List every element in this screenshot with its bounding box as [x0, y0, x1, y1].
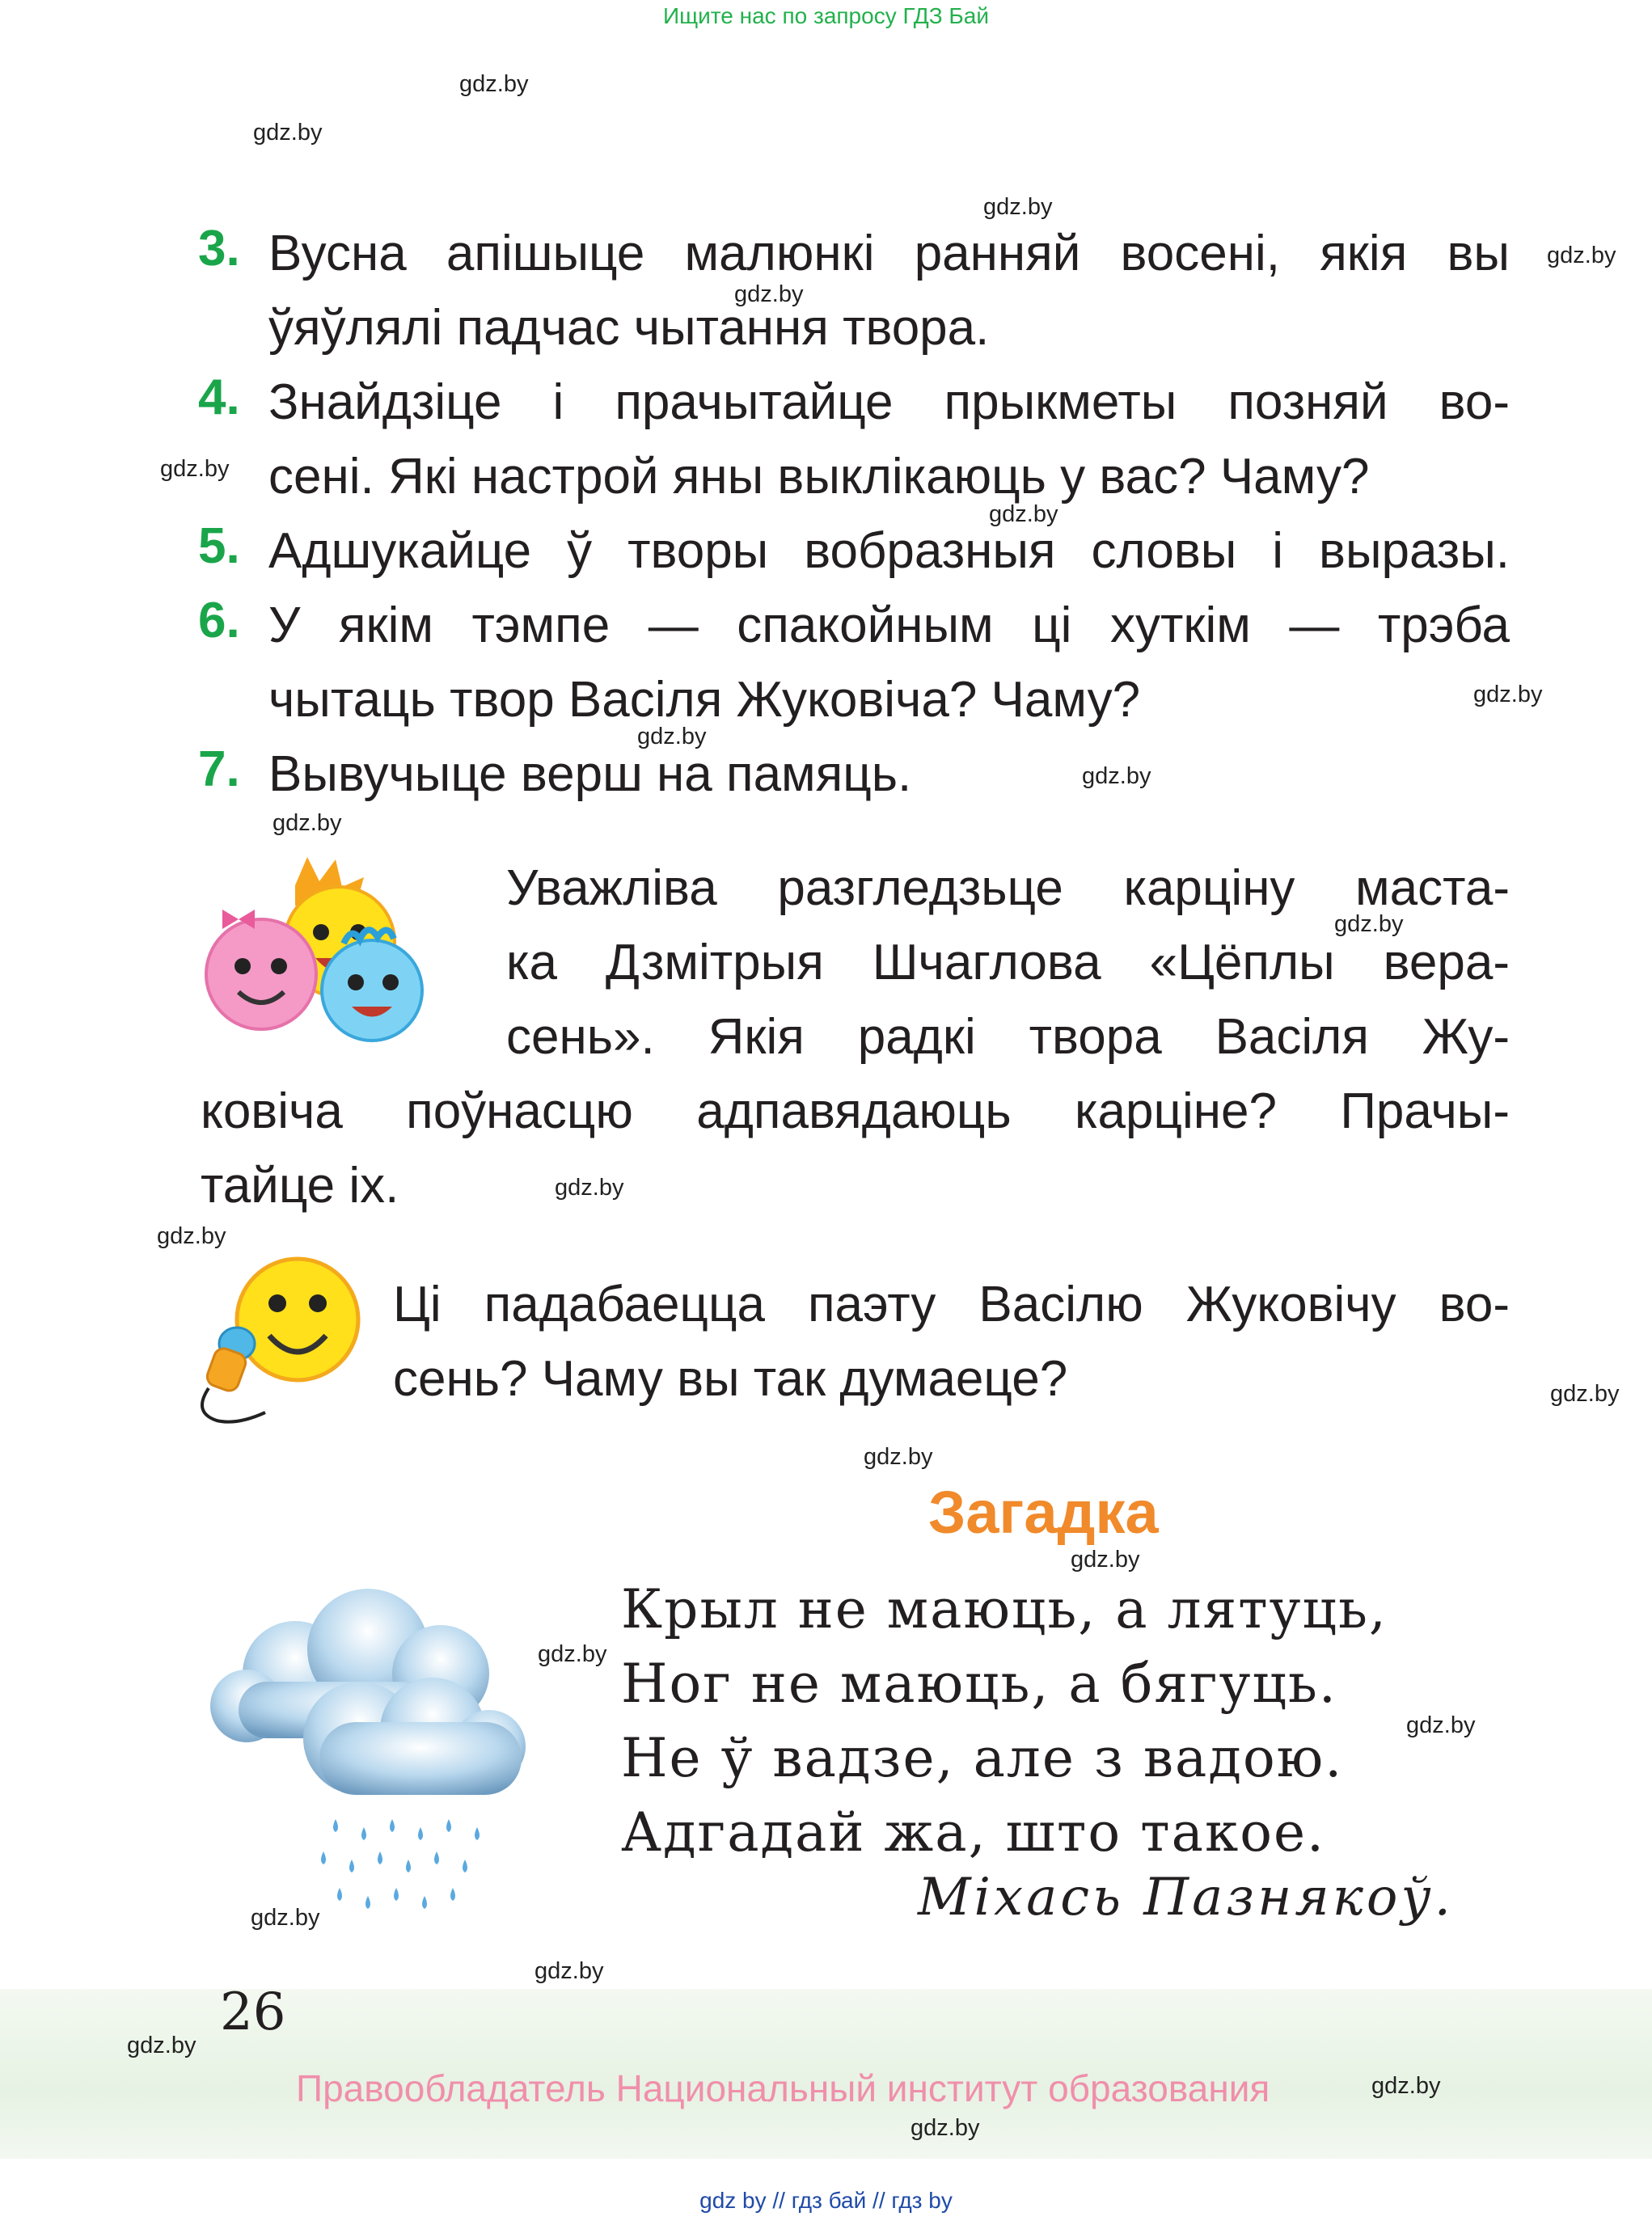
painting-task-line: тайце іх. [201, 1158, 399, 1214]
watermark: gdz.by [555, 1175, 624, 1201]
watermark: gdz.by [157, 1223, 226, 1249]
watermark: gdz.by [989, 501, 1058, 527]
watermark: gdz.by [1082, 763, 1151, 789]
painting-task-line: Уважліва разгледзьце карціну маста- [506, 860, 1510, 916]
riddle-line: Ног не маюць, а бягуць. [621, 1653, 1337, 1715]
task-line: Вывучыце верш на памяць. [268, 746, 912, 802]
task-line: сені. Які настрой яны выклікаюць у вас? Чаму? [268, 449, 1370, 505]
watermark: gdz.by [534, 1958, 604, 1984]
bottom-links[interactable]: gdz by // гдз бай // гдз by [699, 2188, 953, 2213]
task-line: Знайдзіце і прачытайце прыкметы позняй во- [268, 374, 1510, 430]
watermark: gdz.by [1371, 2073, 1441, 2099]
task-number: 3. [198, 221, 240, 277]
riddle-line: Адгадай жа, што такое. [621, 1801, 1325, 1864]
rain-cloud-icon [198, 1585, 554, 1940]
task-line: ўяўлялі падчас чытання твора. [268, 300, 990, 356]
watermark: gdz.by [253, 120, 323, 146]
watermark: gdz.by [734, 281, 804, 307]
task-number: 4. [198, 369, 240, 425]
watermark: gdz.by [127, 2033, 196, 2058]
top-banner: Ищите нас по запросу ГДЗ Бай [662, 3, 990, 28]
task-number: 6. [198, 593, 240, 648]
microphone-smiley-icon [192, 1255, 362, 1433]
watermark: gdz.by [911, 2115, 980, 2141]
watermark: gdz.by [1547, 243, 1616, 268]
watermark: gdz.by [251, 1905, 320, 1931]
watermark: gdz.by [1473, 682, 1543, 707]
opinion-task-line: Ці падабаецца паэту Васілю Жуковічу во- [393, 1277, 1510, 1332]
riddle-line: Не ў вадзе, але з вадою. [621, 1727, 1344, 1789]
task-line: У якім тэмпе — спакойным ці хуткім — трэба [268, 597, 1510, 653]
riddle-title: Загадка [928, 1479, 1159, 1546]
watermark: gdz.by [273, 810, 342, 836]
painting-task-line: ка Дзмітрыя Шчаглова «Цёплы вера- [506, 935, 1510, 990]
watermark: gdz.by [1071, 1547, 1140, 1573]
watermark: gdz.by [637, 724, 707, 749]
riddle-author: Міхась Пазнякоў. [918, 1868, 1454, 1927]
watermark: gdz.by [864, 1444, 933, 1470]
watermark: gdz.by [1334, 911, 1404, 937]
opinion-task-line: сень? Чаму вы так думаеце? [393, 1351, 1068, 1407]
riddle-line: Крыл не маюць, а лятуць, [621, 1578, 1388, 1640]
copyright-notice: Правообладатель Национальный институт образования [296, 2067, 1270, 2109]
kids-faces-icon [198, 853, 425, 1047]
task-number: 7. [198, 741, 240, 797]
painting-task-line: сень». Якія радкі твора Васіля Жу- [506, 1009, 1510, 1065]
watermark: gdz.by [1550, 1381, 1620, 1407]
task-line: Вусна апішыце малюнкі ранняй восені, якія вы [268, 226, 1510, 281]
task-line: Адшукайце ў творы вобразныя словы і выразы. [268, 523, 1510, 579]
watermark: gdz.by [160, 456, 230, 482]
watermark: gdz.by [1406, 1712, 1476, 1738]
page-number: 26 [220, 1982, 286, 2042]
watermark: gdz.by [459, 71, 529, 97]
watermark: gdz.by [983, 194, 1053, 220]
painting-task-line: ковіча поўнасцю адпавядаюць карціне? Прачы- [201, 1083, 1510, 1139]
watermark: gdz.by [538, 1641, 607, 1667]
task-number: 5. [198, 518, 240, 574]
task-line: чытаць твор Васіля Жуковіча? Чаму? [268, 672, 1141, 728]
